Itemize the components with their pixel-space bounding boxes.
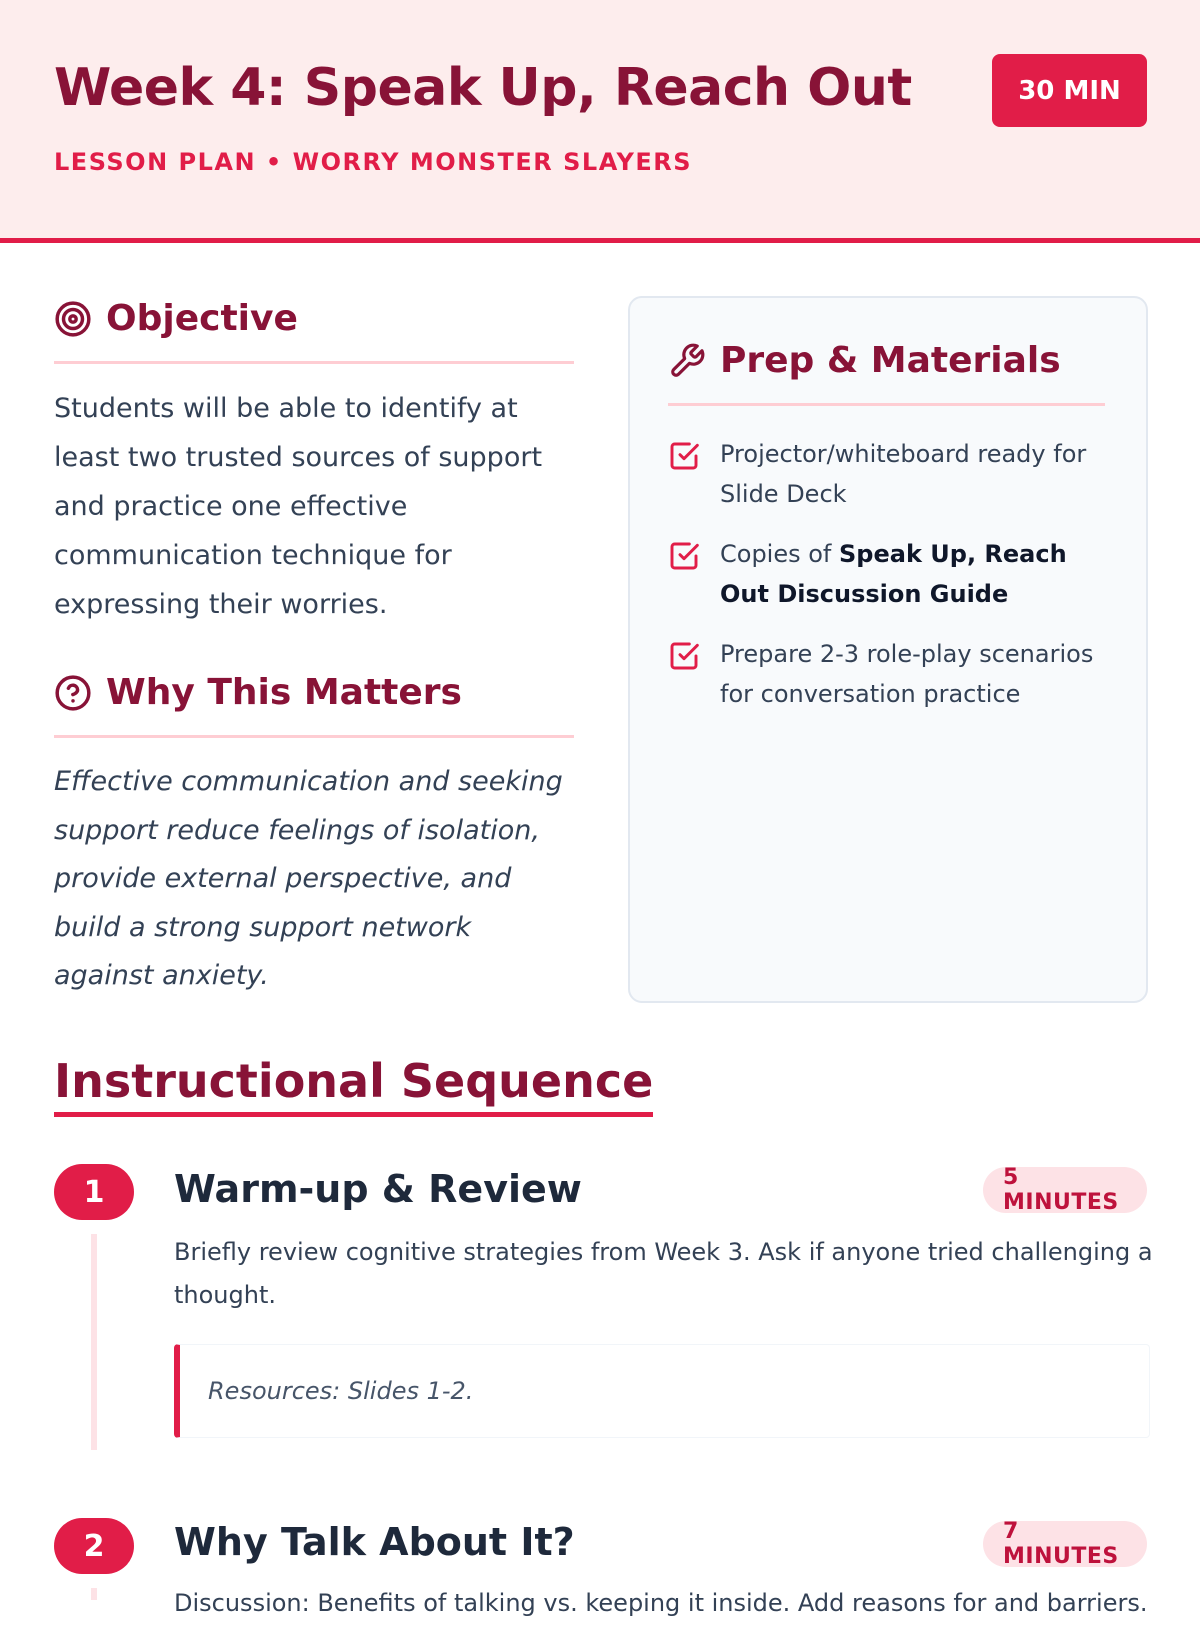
prep-item: [668, 534, 1118, 614]
prep-item-text: Copies of Speak Up, Reach Out Discussion Guide: [720, 540, 1067, 608]
prep-divider: [668, 403, 1105, 406]
step-number: 2: [54, 1518, 134, 1574]
step-duration-badge: 5 MINUTES: [983, 1167, 1147, 1213]
prep-heading: [668, 340, 1061, 381]
step-number: 1: [54, 1164, 134, 1220]
page-title: Week 4: Speak Up, Reach Out: [54, 58, 912, 118]
objective-divider: [54, 361, 574, 364]
prep-item: [668, 434, 1118, 514]
objective-text: Students will be able to identify at least two trusted sources of support and practice one effective communication technique for expressing their worries.: [54, 393, 543, 620]
prep-item-text: Prepare 2-3 role-play scenarios for conversation practice: [720, 640, 1094, 708]
why-heading: [54, 672, 462, 713]
step-description: Discussion: Benefits of talking vs. keeping it inside. Add reasons for and barriers.: [174, 1589, 1148, 1617]
target-icon: [54, 300, 92, 338]
why-text: Effective communication and seeking support reduce feelings of isolation, provide external perspective, and build a strong support network against anxiety.: [54, 766, 563, 991]
help-circle-icon: [54, 674, 92, 712]
lesson-header: [0, 0, 1200, 243]
page-subtitle: LESSON PLAN • WORRY MONSTER SLAYERS: [54, 148, 693, 176]
checkbox-checked-icon: [668, 440, 700, 472]
step-timeline-line: [91, 1588, 97, 1600]
objective-heading: [54, 298, 298, 339]
step-title: Why Talk About It?: [174, 1520, 575, 1564]
step-duration-badge: 7 MINUTES: [983, 1521, 1147, 1567]
checkbox-checked-icon: [668, 640, 700, 672]
guide-title: Speak Up, Reach Out Discussion Guide: [720, 540, 1067, 608]
step-timeline-line: [91, 1234, 97, 1450]
why-heading-label: Why This Matters: [106, 672, 462, 713]
why-divider: [54, 735, 574, 738]
duration-badge: 30 MIN: [992, 54, 1147, 127]
step-resources: Resources: Slides 1-2.: [174, 1344, 1150, 1438]
prep-item: [668, 634, 1118, 714]
prep-heading-label: Prep & Materials: [720, 340, 1061, 381]
step-description: Briefly review cognitive strategies from Week 3. Ask if anyone tried challenging a thought.: [174, 1238, 1153, 1309]
checkbox-checked-icon: [668, 540, 700, 572]
sequence-heading: Instructional Sequence: [54, 1054, 653, 1117]
wrench-icon: [668, 342, 706, 380]
prep-item-text: Projector/whiteboard ready for Slide Deck: [720, 440, 1087, 508]
objective-heading-label: Objective: [106, 298, 298, 339]
step-title: Warm-up & Review: [174, 1167, 582, 1211]
